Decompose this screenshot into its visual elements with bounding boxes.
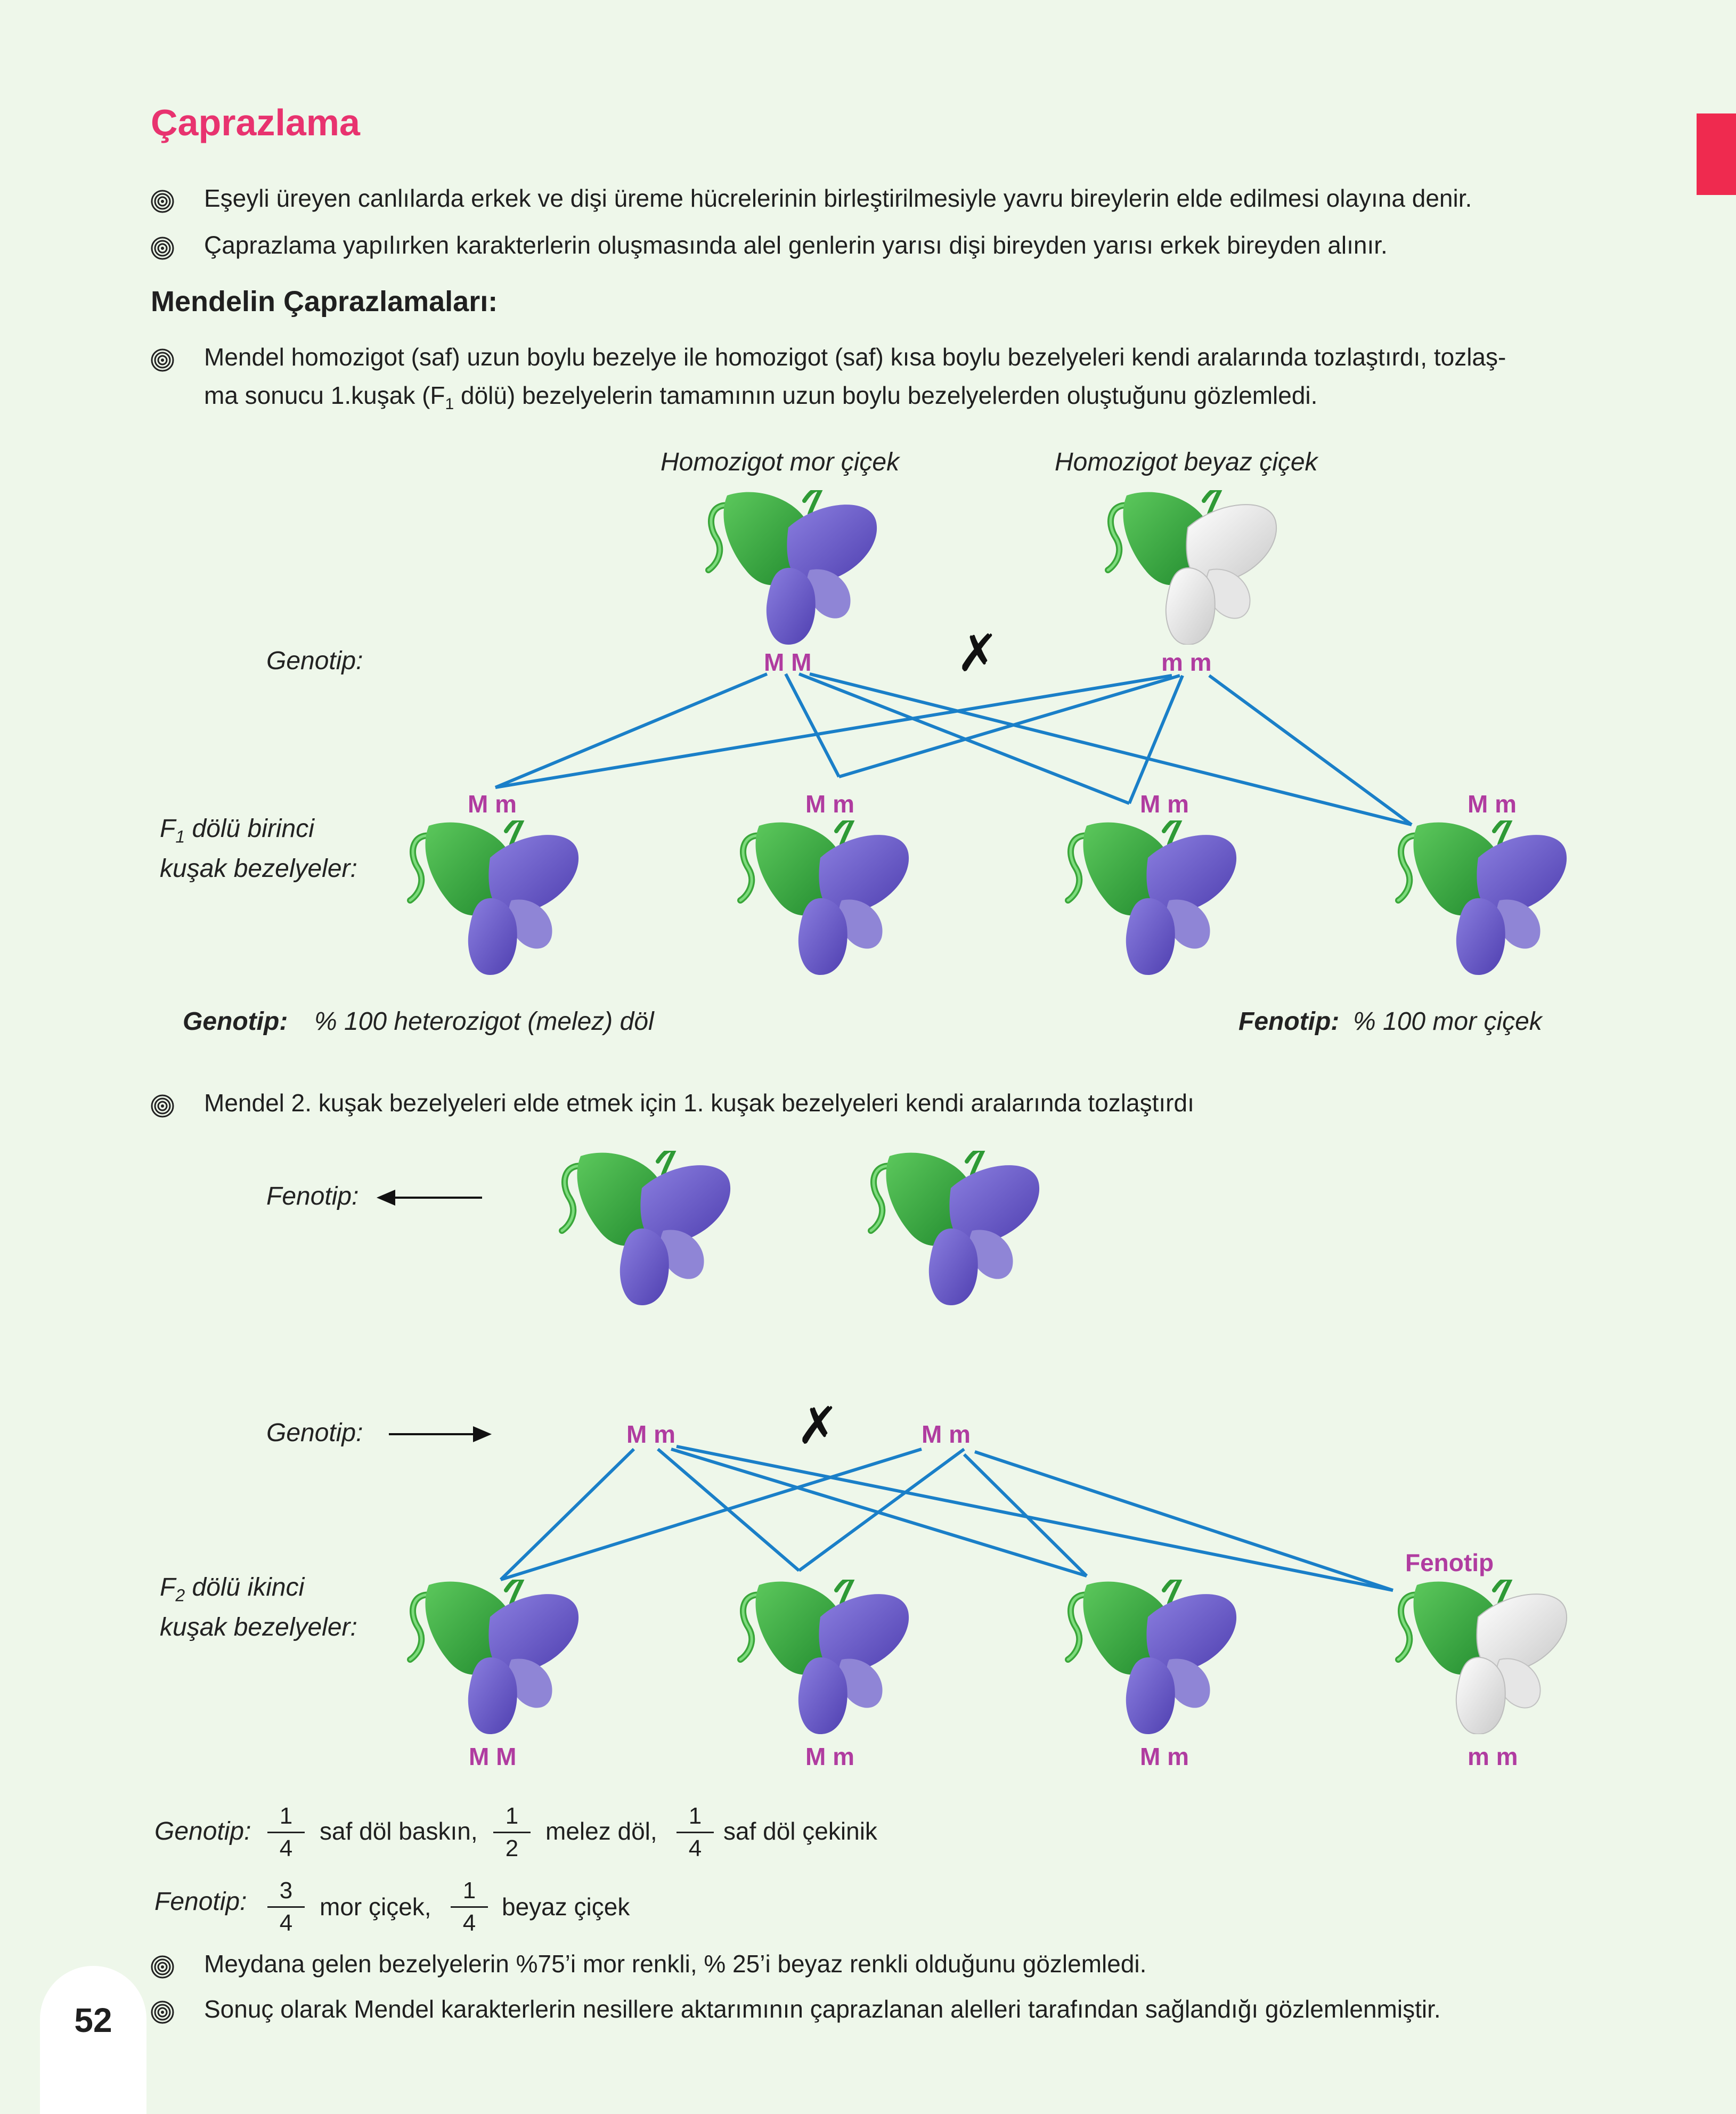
cross2-parent-right-genotype: M m <box>922 1420 971 1448</box>
f1-genotype-2: M m <box>805 790 854 818</box>
purple-flower-icon <box>394 820 591 975</box>
cross-symbol-1: ✗ <box>956 625 999 682</box>
ratio-genotip-text-2: melez döl, <box>545 1817 657 1845</box>
ratio-genotip-frac-1: $\frac{1}{4}$ <box>267 1803 305 1862</box>
parent-right-genotype: m m <box>1161 648 1212 676</box>
page-number: 52 <box>74 2001 112 2039</box>
white-flower-icon <box>1382 1580 1579 1734</box>
f1-label-line1: $F_1$ dölü birinci <box>160 815 314 847</box>
parent-left-genotype: M M <box>764 648 812 676</box>
parent-left-label: Homozigot mor çiçek <box>661 448 900 476</box>
purple-flower-icon <box>394 1580 591 1734</box>
section-title: Mendelin Çaprazlamaları: <box>151 286 498 318</box>
f2-label-line2: kuşak bezelyeler: <box>160 1613 357 1641</box>
ratio-genotip-frac-3: $\frac{1}{4}$ <box>677 1803 714 1862</box>
cross-symbol-2: ✗ <box>796 1397 840 1454</box>
purple-flower-icon <box>724 820 922 975</box>
ratio-genotip-label: Genotip: <box>154 1817 251 1845</box>
f2-genotype-3: M m <box>1140 1743 1189 1770</box>
white-flower-icon <box>1092 490 1289 645</box>
cross1-summary-fenotip: Fenotip: <box>1238 1007 1340 1036</box>
cross1-summary-fenotip-value: % 100 mor çiçek <box>1353 1007 1542 1036</box>
purple-flower-icon <box>1382 820 1579 975</box>
purple-flower-icon <box>1052 820 1249 975</box>
parent-right-label: Homozigot beyaz çiçek <box>1055 448 1318 476</box>
f1-label-line2: kuşak bezelyeler: <box>160 855 357 883</box>
ratio-fenotip-text-1: mor çiçek, <box>320 1893 431 1921</box>
ratio-genotip-frac-2: $\frac{1}{2}$ <box>493 1803 531 1862</box>
ratio-fenotip-frac-1: $\frac{3}{4}$ <box>267 1877 305 1937</box>
f2-genotype-1: M M <box>469 1743 517 1770</box>
f1-genotype-4: M m <box>1468 790 1517 818</box>
bullet-icon <box>151 2001 174 2024</box>
cross1-genotip-label: Genotip: <box>266 647 363 675</box>
f2-genotype-4: m m <box>1468 1743 1518 1770</box>
f1-genotype-3: M m <box>1140 790 1189 818</box>
purple-flower-icon <box>546 1151 743 1305</box>
f1-genotype-1: M m <box>468 790 517 818</box>
purple-flower-icon <box>724 1580 922 1734</box>
cross2-parent-left-genotype: M m <box>626 1420 675 1448</box>
ratio-fenotip-label: Fenotip: <box>154 1888 247 1916</box>
page-title: Çaprazlama <box>151 102 360 143</box>
ratio-genotip-text-1: saf döl baskın, <box>320 1817 478 1845</box>
f2-label-line1: $F_2$ dölü ikinci <box>160 1573 305 1605</box>
mendel-bullet-line2: ma sonucu 1.kuşak ($F_1$ dölü) bezelyelerin tamamının uzun boylu bezelyelerden oluştuğunu gözlemledi. <box>204 381 1318 413</box>
ratio-fenotip-text-2: beyaz çiçek <box>502 1893 630 1921</box>
cross2-genotip-label: Genotip: <box>266 1419 363 1447</box>
purple-flower-icon <box>855 1151 1052 1305</box>
ratio-genotip-text-3: saf döl çekinik <box>723 1817 877 1845</box>
cross1-summary-genotip: Genotip: <box>183 1007 288 1036</box>
fenotip-tag: Fenotip <box>1405 1549 1494 1576</box>
purple-flower-icon <box>692 490 890 645</box>
bullet-icon <box>151 1955 174 1979</box>
cross2-fenotip-label: Fenotip: <box>266 1182 359 1210</box>
ratio-fenotip-frac-2: $\frac{1}{4}$ <box>451 1877 488 1937</box>
bullet-icon <box>151 1094 174 1118</box>
cross1-summary-genotip-value: % 100 heterozigot (melez) döl <box>314 1007 654 1036</box>
purple-flower-icon <box>1052 1580 1249 1734</box>
f2-genotype-2: M m <box>805 1743 854 1770</box>
